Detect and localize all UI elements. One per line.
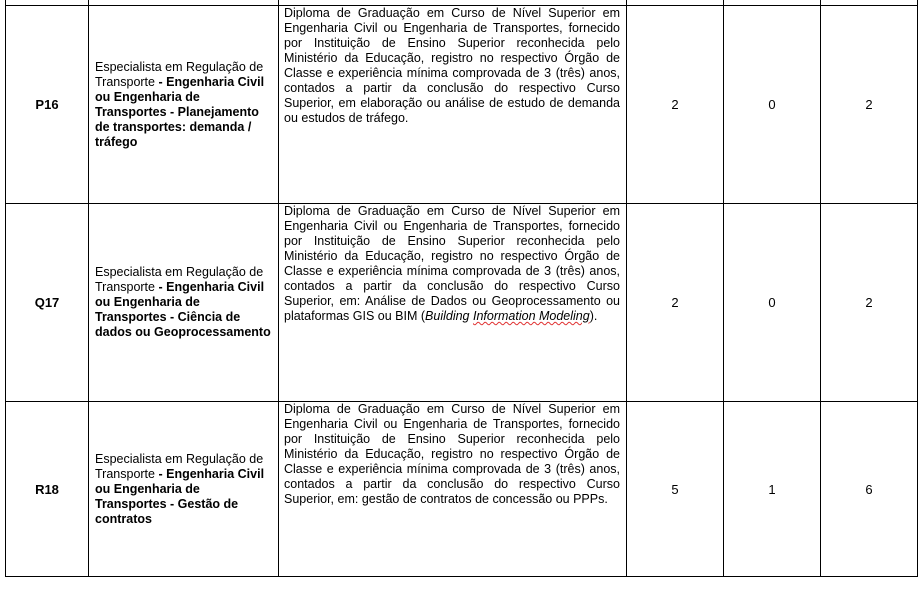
position-code: Q17 xyxy=(6,204,89,402)
requirements-text: Diploma de Graduação em Curso de Nível Superior em Engenharia Civil ou Engenharia de Transportes, fornecido por Instituição de Ensino Superior reconhecida pelo Ministério da Educação, registro no respectivo Órgão de Classe e experiência mínima comprovada de 3 (três) anos, contados a partir da conclusão do respectivo Curso Superior, em: Análise de Dados ou Geoprocessamento ou plataformas GIS ou BIM ( xyxy=(284,204,620,323)
position-title-specialty: - Engenharia Civil ou Engenharia de Transportes - Gestão de contratos xyxy=(95,466,265,526)
position-title-specialty: - Engenharia Civil ou Engenharia de Transportes - Planejamento de transportes: demanda / tráfego xyxy=(95,74,265,149)
position-code: P16 xyxy=(6,6,89,204)
count-col-1: 5 xyxy=(627,402,724,577)
count-col-3: 6 xyxy=(821,402,918,577)
count-col-2: 1 xyxy=(724,402,821,577)
count-col-2: 0 xyxy=(724,6,821,204)
count-col-1: 2 xyxy=(627,6,724,204)
position-requirements: Diploma de Graduação em Curso de Nível Superior em Engenharia Civil ou Engenharia de Transportes, fornecido por Instituição de Ensino Superior reconhecida pelo Ministério da Educação, registro no respectivo Órgão de Classe e experiência mínima comprovada de 3 (três) anos, contados a partir da conclusão do respectivo Curso Superior, em elaboração ou análise de estudo de demanda ou estudos de tráfego. xyxy=(279,6,627,204)
position-title xyxy=(89,204,279,402)
position-title-specialty: - Engenharia Civil ou Engenharia de Transportes - Ciência de dados ou Geoprocessamento xyxy=(95,280,271,339)
requirements-italic-term-flagged: Information Modeling xyxy=(472,309,590,323)
position-title-plain: Especialista em Regulação de Transporte xyxy=(95,265,264,294)
table-row xyxy=(6,204,918,402)
count-col-2: 0 xyxy=(724,204,821,402)
table-row xyxy=(6,6,918,204)
position-requirements xyxy=(279,204,627,402)
position-requirements: Diploma de Graduação em Curso de Nível Superior em Engenharia Civil ou Engenharia de Transportes, fornecido por Instituição de Ensino Superior reconhecida pelo Ministério da Educação, registro no respectivo Órgão de Classe e experiência mínima comprovada de 3 (três) anos, contados a partir da conclusão do respectivo Curso Superior, em: gestão de contratos de concessão ou PPPs. xyxy=(279,402,627,577)
position-title xyxy=(89,6,279,204)
position-title xyxy=(89,402,279,577)
count-col-1: 2 xyxy=(627,204,724,402)
position-title-plain: Especialista em Regulação de Transporte xyxy=(95,451,264,481)
position-title-plain: Especialista em Regulação de Transporte xyxy=(95,59,264,89)
table-row xyxy=(6,402,918,577)
requirements-text-end: ). xyxy=(589,309,598,323)
position-code: R18 xyxy=(6,402,89,577)
positions-table xyxy=(5,0,918,577)
requirements-italic-term: Building xyxy=(425,309,473,323)
count-col-3: 2 xyxy=(821,204,918,402)
count-col-3: 2 xyxy=(821,6,918,204)
